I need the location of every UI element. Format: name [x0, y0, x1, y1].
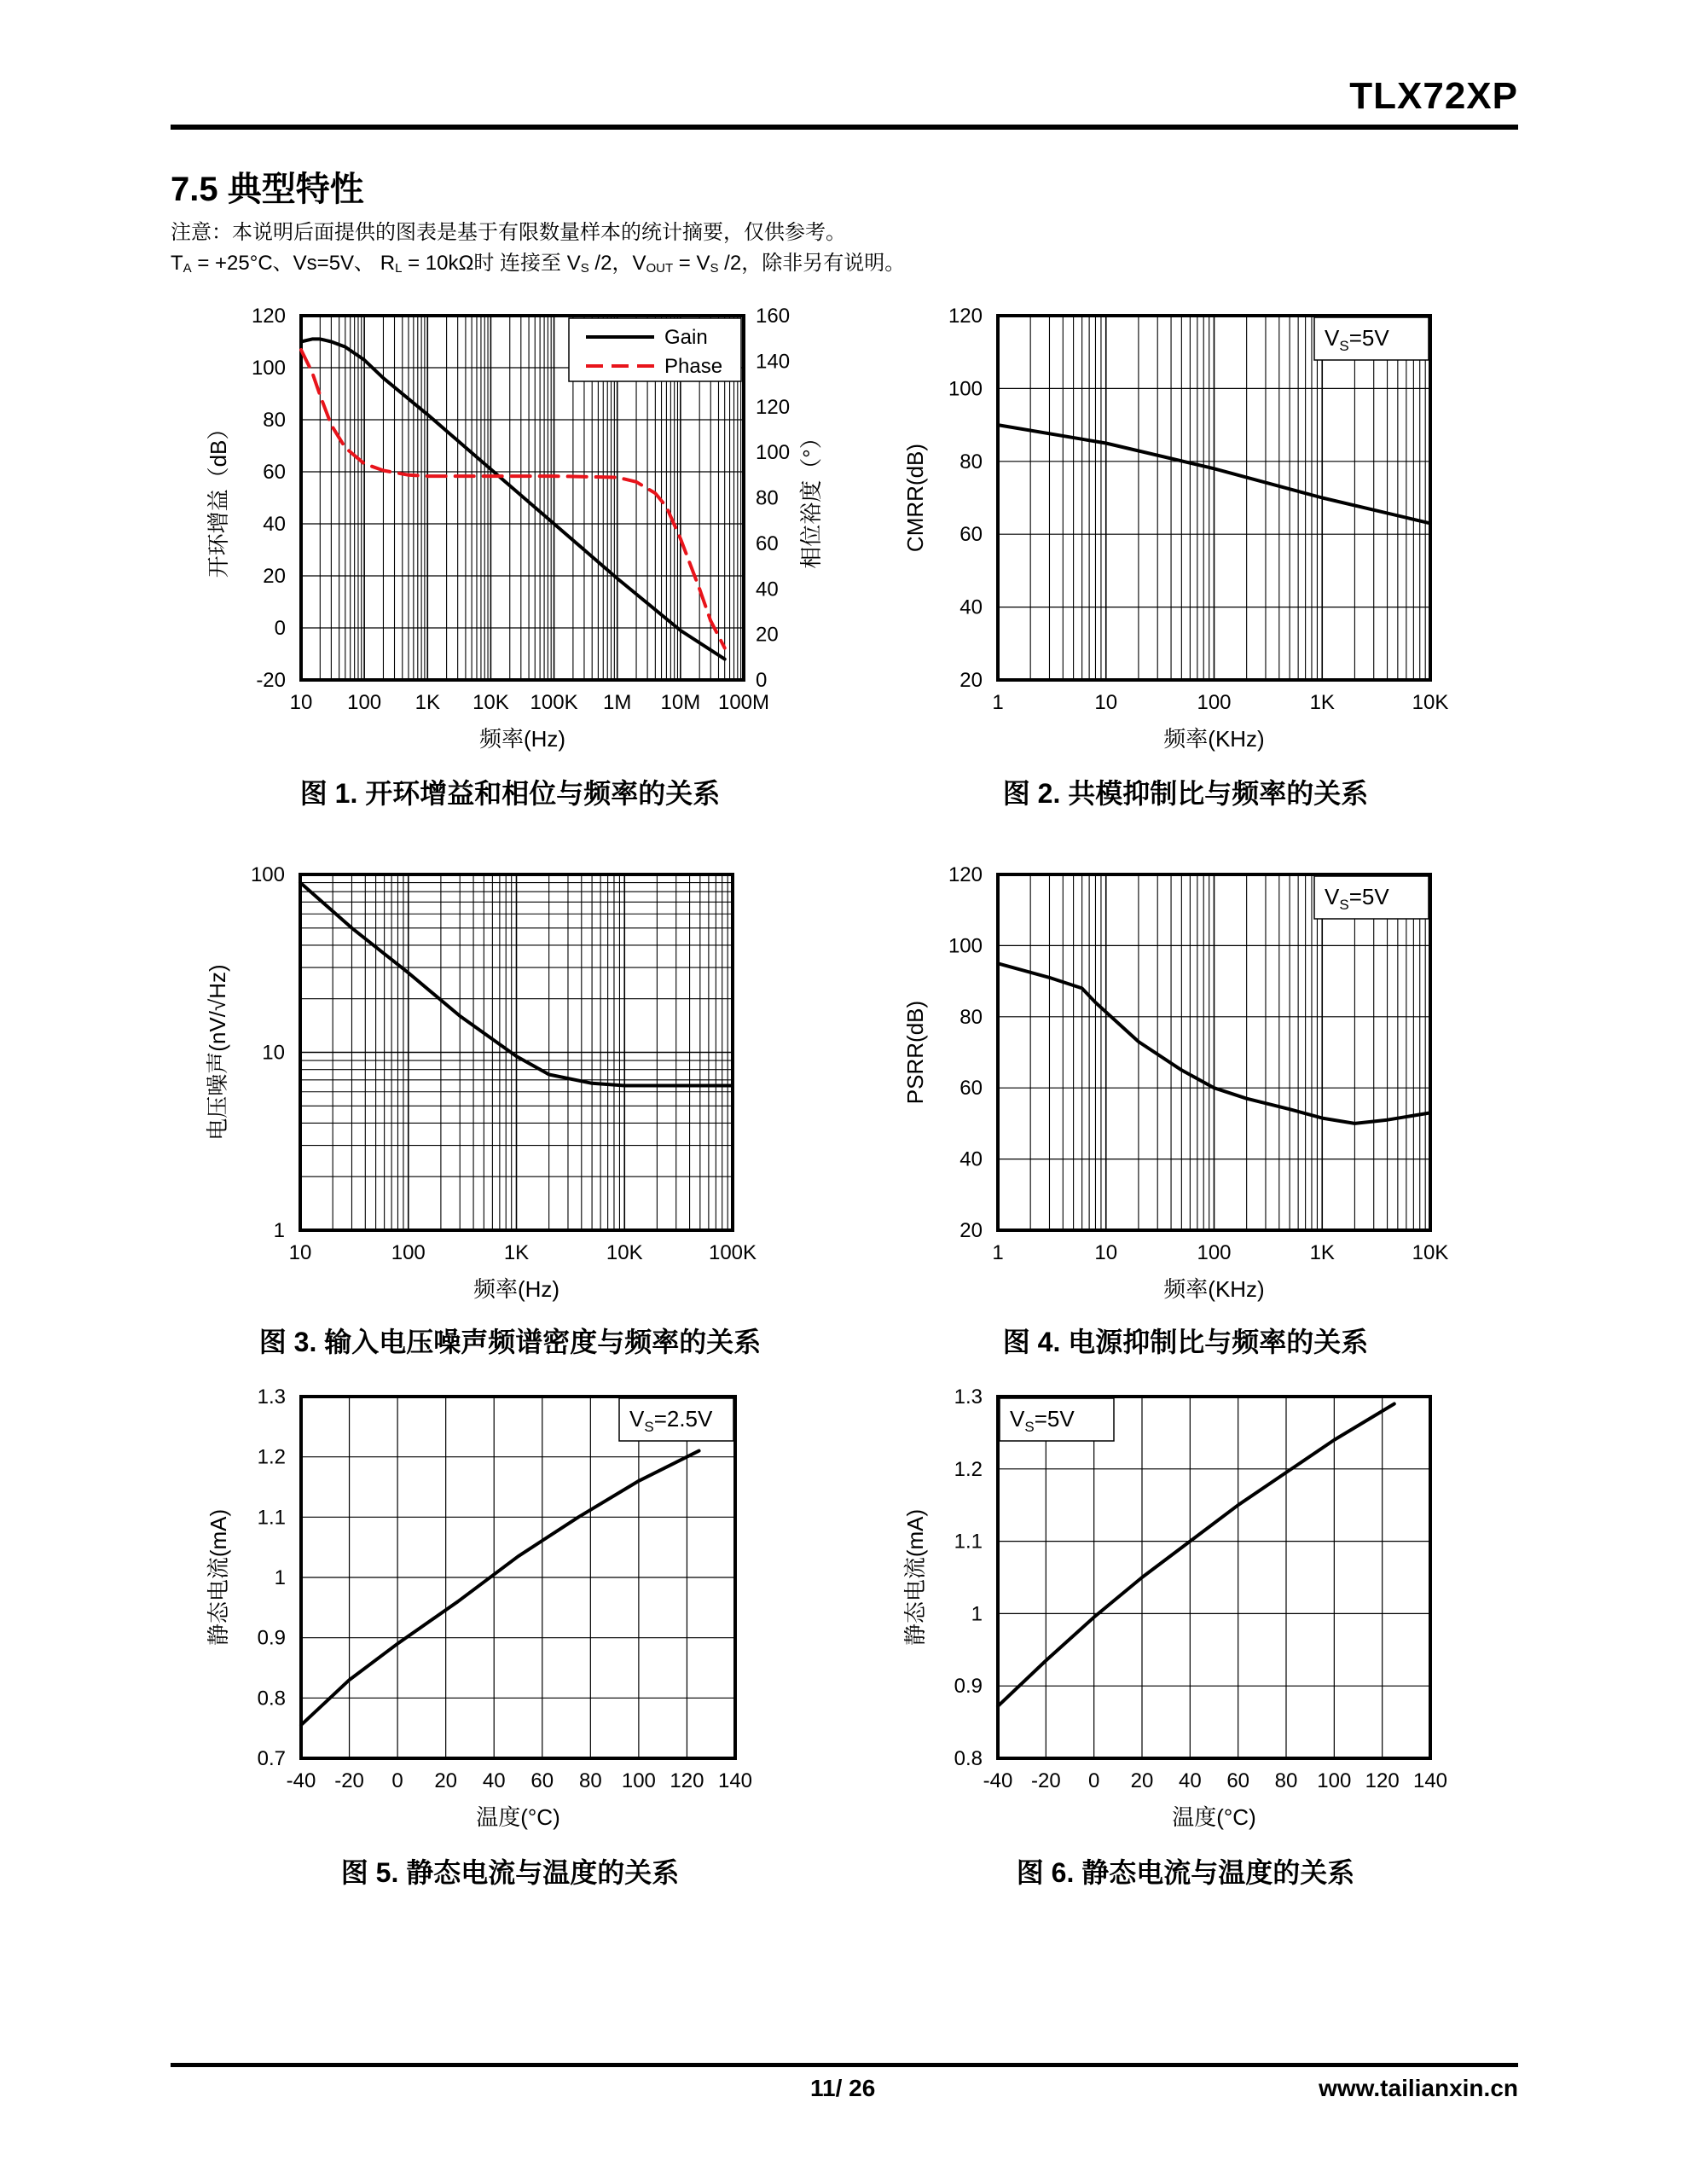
- y-tick-label: 100: [948, 377, 983, 401]
- fig2-chart: [902, 305, 1448, 752]
- y-tick-label: 1: [274, 1566, 286, 1589]
- page-number: 11/ 26: [810, 2075, 876, 2101]
- y-tick-label: 60: [959, 1077, 983, 1101]
- x-tick-label: 100: [621, 1769, 656, 1792]
- x-tick-label: 80: [1274, 1769, 1298, 1792]
- plot-frame: [998, 1397, 1430, 1758]
- x-tick-label: 100K: [530, 691, 578, 714]
- y-tick-label: 40: [959, 595, 983, 619]
- section-title: 7.5 典型特性: [171, 171, 364, 208]
- cond-sub: A: [183, 261, 192, 276]
- cond-part: /2，除非另有说明。: [718, 252, 906, 275]
- series-line-iq: [301, 1451, 699, 1726]
- y-tick-label: 80: [959, 1005, 983, 1029]
- doc-title: TLX72XP: [1349, 75, 1518, 117]
- y-tick-label: 1.3: [954, 1385, 983, 1409]
- x-tick-label: 10K: [606, 1241, 643, 1264]
- series-line-iq: [998, 1404, 1394, 1706]
- figure-2-caption: 图 2. 共模抑制比与频率的关系: [1002, 778, 1369, 809]
- y-tick-label: 1: [273, 1219, 285, 1242]
- x-tick-label: 1M: [603, 691, 632, 714]
- y2-tick-label: 0: [756, 669, 768, 692]
- vs-annotation: $V_S=5V$: [1010, 1406, 1075, 1435]
- x-tick-label: -20: [334, 1769, 364, 1792]
- cond-part: T: [171, 252, 183, 275]
- y-tick-label: 0: [274, 617, 286, 640]
- x-tick-label: 60: [530, 1769, 554, 1792]
- x-tick-label: 10: [1094, 691, 1118, 714]
- y-axis-title: PSRR(dB): [902, 1000, 928, 1105]
- y-tick-label: 1.3: [257, 1385, 286, 1409]
- x-tick-label: 20: [434, 1769, 458, 1792]
- x-tick-label: 10K: [1412, 1241, 1449, 1264]
- fig6-chart: [902, 1385, 1447, 1830]
- cond-sub: S: [580, 261, 589, 276]
- y-axis-title: 开环增益（dB）: [206, 417, 231, 578]
- y-tick-label: 1.1: [257, 1506, 286, 1530]
- x-axis-title: 温度(°C): [476, 1804, 560, 1830]
- figure-4-caption: 图 4. 电源抑制比与频率的关系: [1002, 1327, 1369, 1357]
- cond-part: = V: [673, 252, 710, 275]
- y-tick-label: 120: [948, 863, 983, 886]
- y-tick-label: 0.9: [954, 1675, 983, 1699]
- legend-label-phase: Phase: [664, 355, 723, 378]
- x-tick-label: 1K: [415, 691, 440, 714]
- x-tick-label: -40: [286, 1769, 316, 1792]
- y-tick-label: 0.8: [257, 1687, 286, 1711]
- y-tick-label: 100: [251, 357, 286, 380]
- y-tick-label: 40: [959, 1147, 983, 1171]
- y-axis-title: 静态电流(mA): [206, 1508, 231, 1647]
- cond-part: = 10kΩ时 连接至 V: [402, 252, 581, 275]
- y-tick-label: 80: [959, 450, 983, 473]
- y-tick-label: -20: [256, 669, 286, 692]
- y-tick-label: 0.8: [954, 1747, 983, 1770]
- legend-label-gain: Gain: [664, 326, 708, 349]
- x-tick-label: 20: [1130, 1769, 1154, 1792]
- y-axis-title: 电压噪声(nV/√Hz): [205, 964, 230, 1141]
- x-tick-label: 120: [1365, 1769, 1400, 1792]
- x-axis-title: 频率(Hz): [478, 726, 566, 752]
- footer-rule: [171, 2063, 1518, 2067]
- x-tick-label: 100: [391, 1241, 426, 1264]
- y-tick-label: 40: [263, 513, 286, 536]
- figure-5-caption: 图 5. 静态电流与温度的关系: [340, 1857, 680, 1888]
- y-tick-label: 1.2: [954, 1457, 983, 1481]
- y-tick-label: 120: [251, 305, 286, 328]
- x-tick-label: 10M: [660, 691, 701, 714]
- vs-annotation: $V_S=5V$: [1325, 884, 1389, 913]
- x-tick-label: 1K: [1309, 691, 1335, 714]
- x-tick-label: 10K: [1412, 691, 1449, 714]
- y-tick-label: 0.9: [257, 1626, 286, 1650]
- y2-tick-label: 80: [756, 486, 779, 510]
- figure-6-caption: 图 6. 静态电流与温度的关系: [1016, 1857, 1355, 1888]
- y-tick-label: 60: [959, 523, 983, 547]
- x-tick-label: 1K: [503, 1241, 530, 1264]
- y-tick-label: 20: [263, 565, 286, 588]
- x-axis-title: 频率(Hz): [472, 1276, 560, 1302]
- x-tick-label: 0: [391, 1769, 403, 1792]
- y2-tick-label: 160: [756, 305, 791, 328]
- y2-tick-label: 120: [756, 395, 791, 419]
- section-note: 注意：本说明后面提供的图表是基于有限数量样本的统计摘要，仅供参考。: [171, 221, 846, 244]
- y-tick-label: 100: [948, 934, 983, 958]
- x-tick-label: 10: [288, 1241, 312, 1264]
- y-tick-label: 0.7: [257, 1747, 286, 1770]
- y2-tick-label: 140: [756, 350, 791, 374]
- y-tick-label: 100: [250, 863, 285, 886]
- footer-website: www.tailianxin.cn: [1319, 2075, 1518, 2101]
- cond-part: = +25°C、Vs=5V、 R: [191, 252, 396, 275]
- x-tick-label: 10: [1094, 1241, 1118, 1264]
- x-tick-label: 40: [482, 1769, 506, 1792]
- x-tick-label: 10: [289, 691, 313, 714]
- cond-sub: S: [710, 261, 719, 276]
- x-tick-label: 1: [992, 691, 1004, 714]
- x-tick-label: 100: [347, 691, 382, 714]
- x-tick-label: 140: [1412, 1769, 1448, 1792]
- x-tick-label: 40: [1178, 1769, 1202, 1792]
- figure-3-caption: 图 3. 输入电压噪声频谱密度与频率的关系: [258, 1327, 762, 1357]
- y-tick-label: 20: [959, 1219, 983, 1242]
- x-tick-label: 100M: [717, 691, 770, 714]
- x-tick-label: 120: [670, 1769, 704, 1792]
- x-tick-label: 10K: [472, 691, 509, 714]
- cond-sub: L: [395, 261, 403, 276]
- cond-part: /2，V: [588, 252, 646, 275]
- x-axis-title: 温度(°C): [1172, 1804, 1256, 1830]
- x-axis-title: 频率(KHz): [1163, 726, 1265, 752]
- y2-tick-label: 20: [756, 623, 779, 647]
- y-axis-title: 静态电流(mA): [902, 1508, 928, 1647]
- x-tick-label: 60: [1226, 1769, 1250, 1792]
- y-tick-label: 120: [948, 305, 983, 328]
- x-tick-label: 100: [1197, 691, 1232, 714]
- y-tick-label: 1.1: [954, 1530, 983, 1554]
- fig1-chart: [206, 305, 824, 752]
- vs-annotation: $V_S=2.5V$: [629, 1406, 713, 1435]
- y-axis-title: CMRR(dB): [902, 443, 928, 553]
- x-axis-title: 频率(KHz): [1163, 1276, 1265, 1302]
- y-tick-label: 1.2: [257, 1445, 286, 1469]
- fig3-chart: [205, 863, 757, 1302]
- fig5-chart: [206, 1385, 752, 1830]
- cond-sub: OUT: [646, 261, 674, 276]
- x-tick-label: 80: [578, 1769, 602, 1792]
- x-tick-label: 100: [1317, 1769, 1352, 1792]
- x-tick-label: -40: [983, 1769, 1013, 1792]
- y2-axis-title: 相位裕度（°）: [798, 427, 824, 569]
- y2-tick-label: 60: [756, 531, 779, 555]
- figure-1-caption: 图 1. 开环增益和相位与频率的关系: [299, 778, 721, 809]
- x-tick-label: 1K: [1309, 1241, 1335, 1264]
- y-tick-label: 60: [263, 461, 286, 484]
- fig4-chart: [902, 863, 1448, 1302]
- y-tick-label: 1: [971, 1602, 983, 1626]
- x-tick-label: -20: [1030, 1769, 1061, 1792]
- x-tick-label: 140: [717, 1769, 753, 1792]
- vs-annotation: $V_S=5V$: [1325, 325, 1389, 354]
- y-tick-label: 20: [959, 669, 983, 692]
- x-tick-label: 100K: [708, 1241, 757, 1264]
- y2-tick-label: 40: [756, 578, 779, 601]
- x-tick-label: 0: [1087, 1769, 1100, 1792]
- y-tick-label: 80: [263, 409, 286, 432]
- y-tick-label: 10: [262, 1041, 285, 1065]
- y2-tick-label: 100: [756, 441, 791, 465]
- x-tick-label: 100: [1197, 1241, 1232, 1264]
- x-tick-label: 1: [992, 1241, 1004, 1264]
